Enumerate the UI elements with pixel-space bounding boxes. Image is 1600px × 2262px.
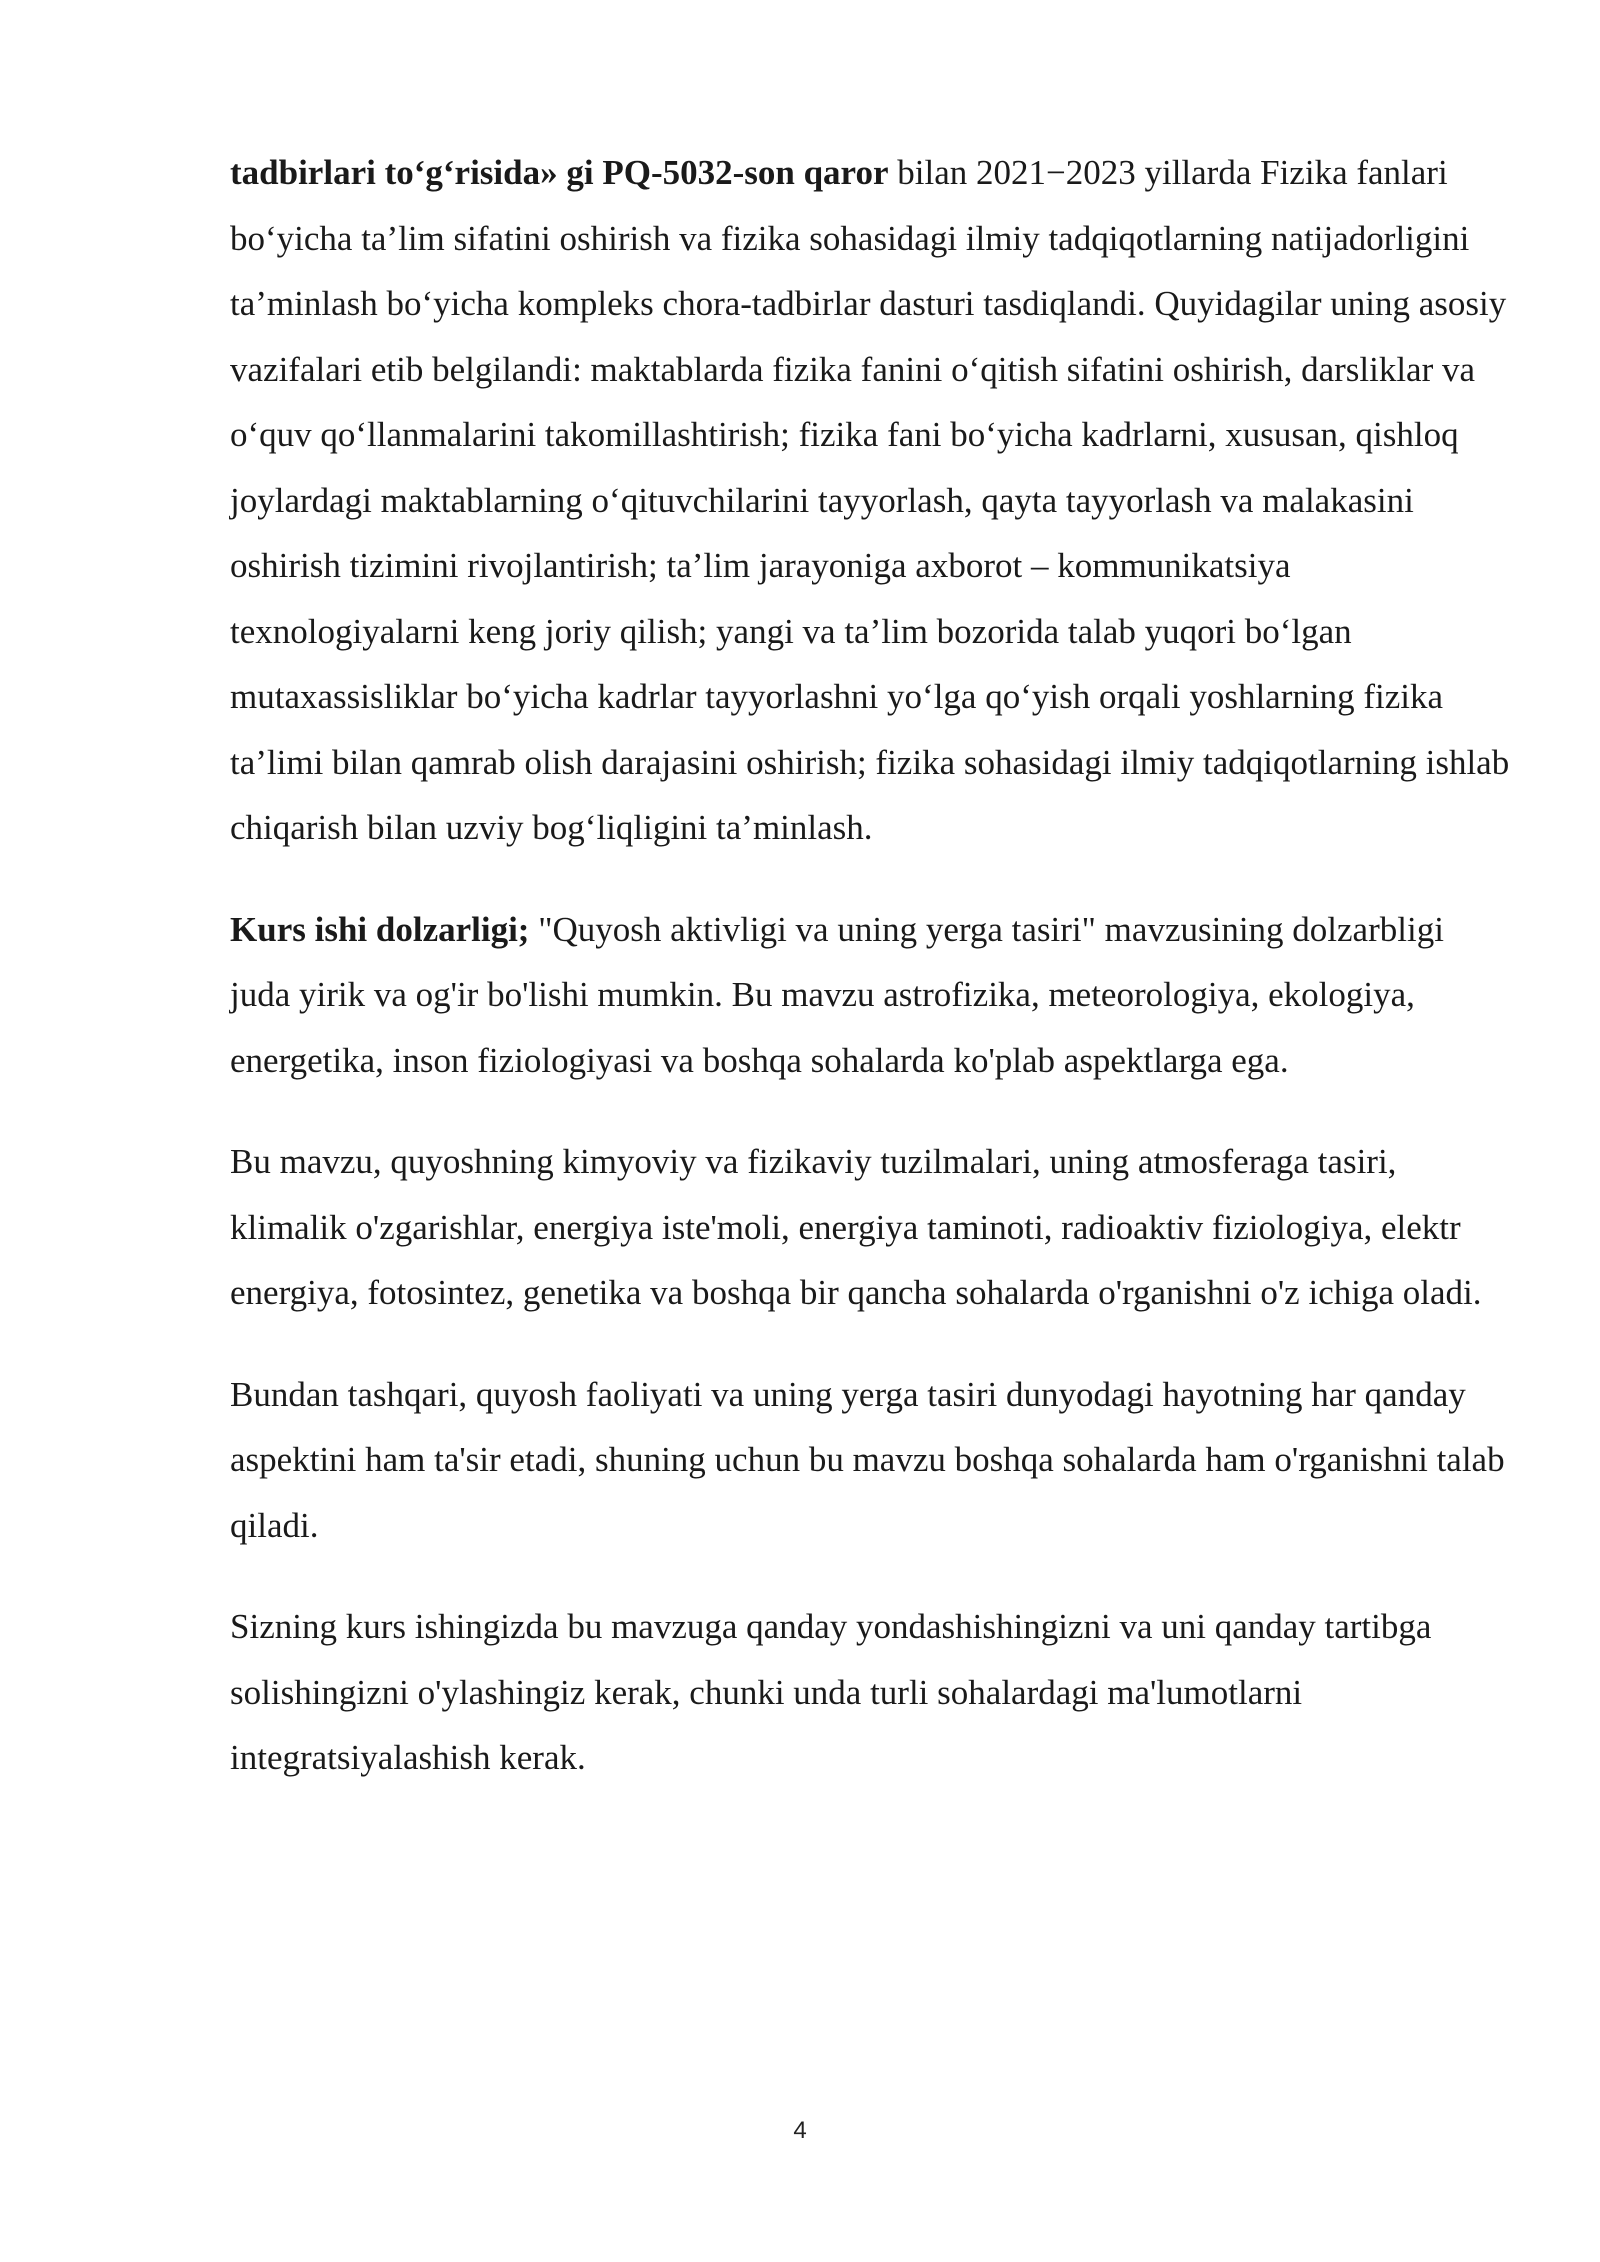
decree-title: tadbirlari to‘g‘risida» gi PQ-5032-son qaror <box>230 153 889 192</box>
relevance-text: "Quyosh aktivligi va uning yerga tasiri" mavzusining dolzarbligi juda yirik va og'ir bo'lishi mumkin. Bu mavzu astrofizika, meteorologiya, ekologiya, energetika, inson fiziologiyasi va boshqa sohalarda ko'plab aspektlarga ega. <box>230 909 1444 1080</box>
paragraph-relevance <box>230 897 1510 1094</box>
paragraph-topic-scope: Bu mavzu, quyoshning kimyoviy va fizikaviy tuzilmalari, uning atmosferaga tasiri, klimalik o'zgarishlar, energiya iste'moli, energiya taminoti, radioaktiv fiziologiya, elektr energiya, fotosintez, genetika va boshqa bir qancha sohalarda o'rganishni o'z ichiga oladi. <box>230 1142 1482 1312</box>
relevance-heading: Kurs ishi dolzarligi; <box>230 909 530 949</box>
paragraph-decree <box>230 140 1510 861</box>
decree-text: bilan 2021−2023 yillarda Fizika fanlari bo‘yicha ta’lim sifatini oshirish va fizika sohasidagi ilmiy tadqiqotlarning natijadorligini ta’minlash bo‘yicha kompleks chora-tadbirlar dasturi tasdiqlandi. Quyidagilar uning asosiy vazifalari etib belgilandi: maktablarda fizika fanini o‘qitish sifatini oshirish, darsliklar va o‘quv qo‘llanmalarini takomillashtirish; fizika fani bo‘yicha kadrlarni, xususan, qishloq joylardagi maktablarning o‘qituvchilarini tayyorlash, qayta tayyorlash va malakasini oshirish tizimini rivojlantirish; ta’lim jarayoniga axborot – kommunikatsiya texnologiyalarni keng joriy qilish; yangi va ta’lim bozorida talab yuqori bo‘lgan mutaxassisliklar bo‘yicha kadrlar tayyorlashni yo‘lga qo‘yish orqali yoshlarning fizika ta’limi bilan qamrab olish darajasini oshirish; fizika sohasidagi ilmiy tadqiqotlarning ishlab chiqarish bilan uzviy bog‘liqligini ta’minlash. <box>230 153 1510 847</box>
paragraph-topic-impact: Bundan tashqari, quyosh faoliyati va uning yerga tasiri dunyodagi hayotning har qanday aspektini ham ta'sir etadi, shuning uchun bu mavzu boshqa sohalarda ham o'rganishni talab qiladi. <box>230 1374 1505 1545</box>
paragraph-approach: Sizning kurs ishingizda bu mavzuga qanday yondashishingizni va uni qanday tartibga solishingizni o'ylashingiz kerak, chunki unda turli sohalardagi ma'lumotlarni integratsiyalashish kerak. <box>230 1607 1432 1777</box>
page-number: 4 <box>793 2117 807 2144</box>
document-body <box>230 140 1510 1827</box>
